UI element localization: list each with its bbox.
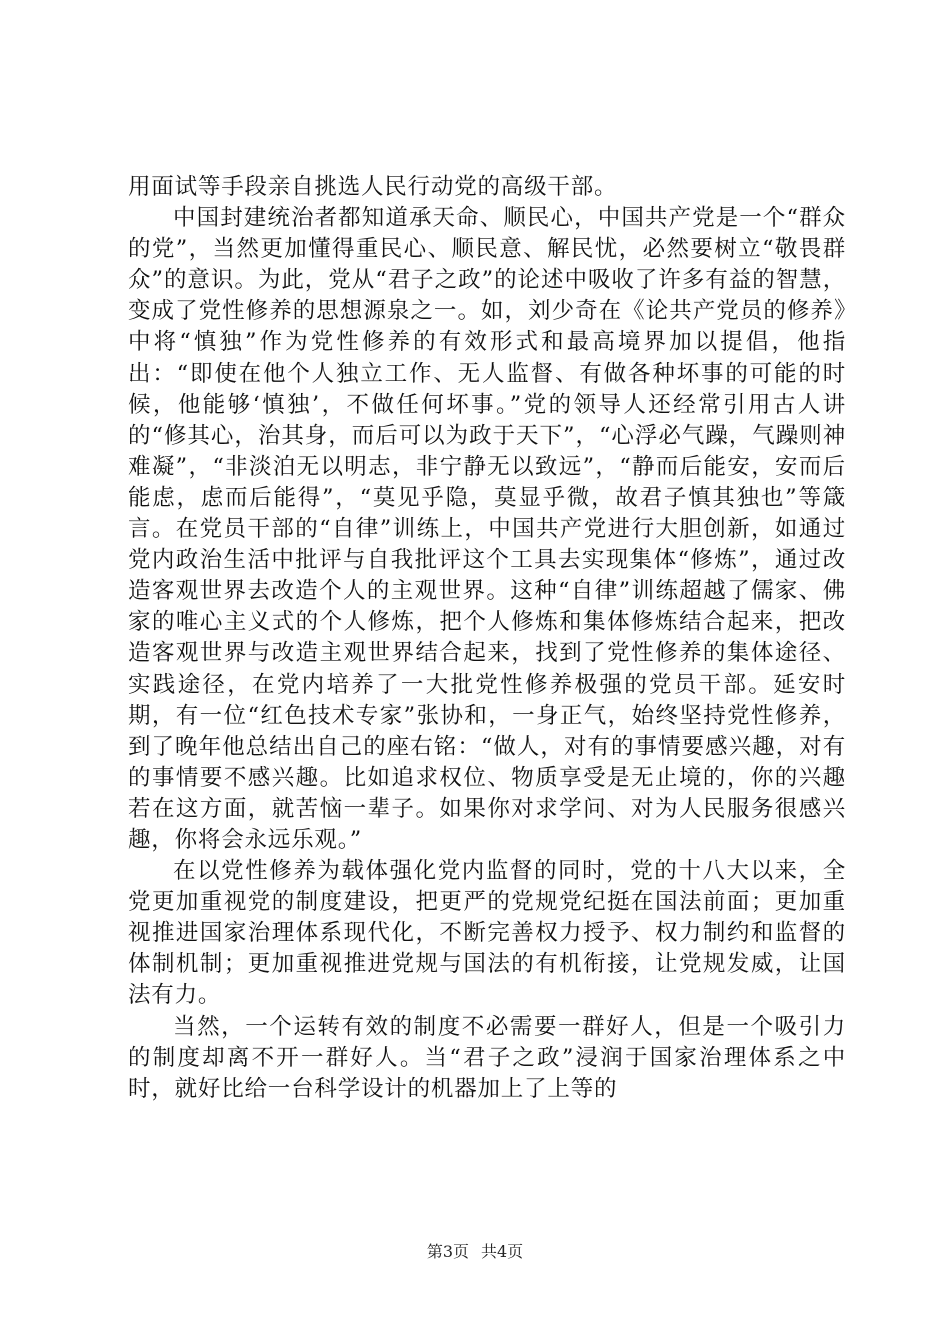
paragraph-4: 当然，一个运转有效的制度不必需要一群好人，但是一个吸引力的制度却离不开一群好人。当“君子之政”浸润于国家治理体系之中时，就好比给一台科学设计的机器加上了上等的 bbox=[128, 1013, 846, 1102]
total-pages: 共4页 bbox=[481, 1242, 524, 1261]
document-body bbox=[128, 172, 846, 1105]
paragraph-3: 在以党性修养为载体强化党内监督的同时，党的十八大以来，全党更加重视党的制度建设，把更严的党规党纪挺在国法前面；更加重视推进国家治理体系现代化，不断完善权力授予、权力制约和监督的体制机制；更加重视推进党规与国法的有机衔接，让党规发威，让国法有力。 bbox=[128, 858, 846, 1009]
page-number: 第3页 bbox=[426, 1242, 469, 1261]
page-footer bbox=[0, 1242, 950, 1262]
paragraph-1: 用面试等手段亲自挑选人民行动党的高级干部。 bbox=[128, 174, 618, 200]
paragraph-2: 中国封建统治者都知道承天命、顺民心，中国共产党是一个“群众的党”，当然更加懂得重民心、顺民意、解民忧，必然要树立“敬畏群众”的意识。为此，党从“君子之政”的论述中吸收了许多有益的智慧，变成了党性修养的思想源泉之一。如，刘少奇在《论共产党员的修养》中将“慎独”作为党性修养的有效形式和最高境界加以提倡，他指出：“即使在他个人独立工作、无人监督、有做各种坏事的可能的时候，他能够‘慎独’，不做任何坏事。”党的领导人还经常引用古人讲的“修其心，治其身，而后可以为政于天下”，“心浮必气躁，气躁则神难凝”，“非淡泊无以明志，非宁静无以致远”，“静而后能安，安而后能虑，虑而后能得”，“莫见乎隐，莫显乎微，故君子慎其独也”等箴言。在党员干部的“自律”训练上，中国共产党进行大胆创新，如通过党内政治生活中批评与自我批评这个工具去实现集体“修炼”，通过改造客观世界去改造个人的主观世界。这种“自律”训练超越了儒家、佛家的唯心主义式的个人修炼，把个人修炼和集体修炼结合起来，把改造客观世界与改造主观世界结合起来，找到了党性修养的集体途径、实践途径，在党内培养了一大批党性修养极强的党员干部。延安时期，有一位“红色技术专家”张协和，一身正气，始终坚持党性修养，到了晚年他总结出自己的座右铭：“做人，对有的事情要感兴趣，对有的事情要不感兴趣。比如追求权位、物质享受是无止境的，你的兴趣若在这方面，就苦恼一辈子。如果你对求学问、对为人民服务很感兴趣，你将会永远乐观。” bbox=[128, 205, 846, 853]
